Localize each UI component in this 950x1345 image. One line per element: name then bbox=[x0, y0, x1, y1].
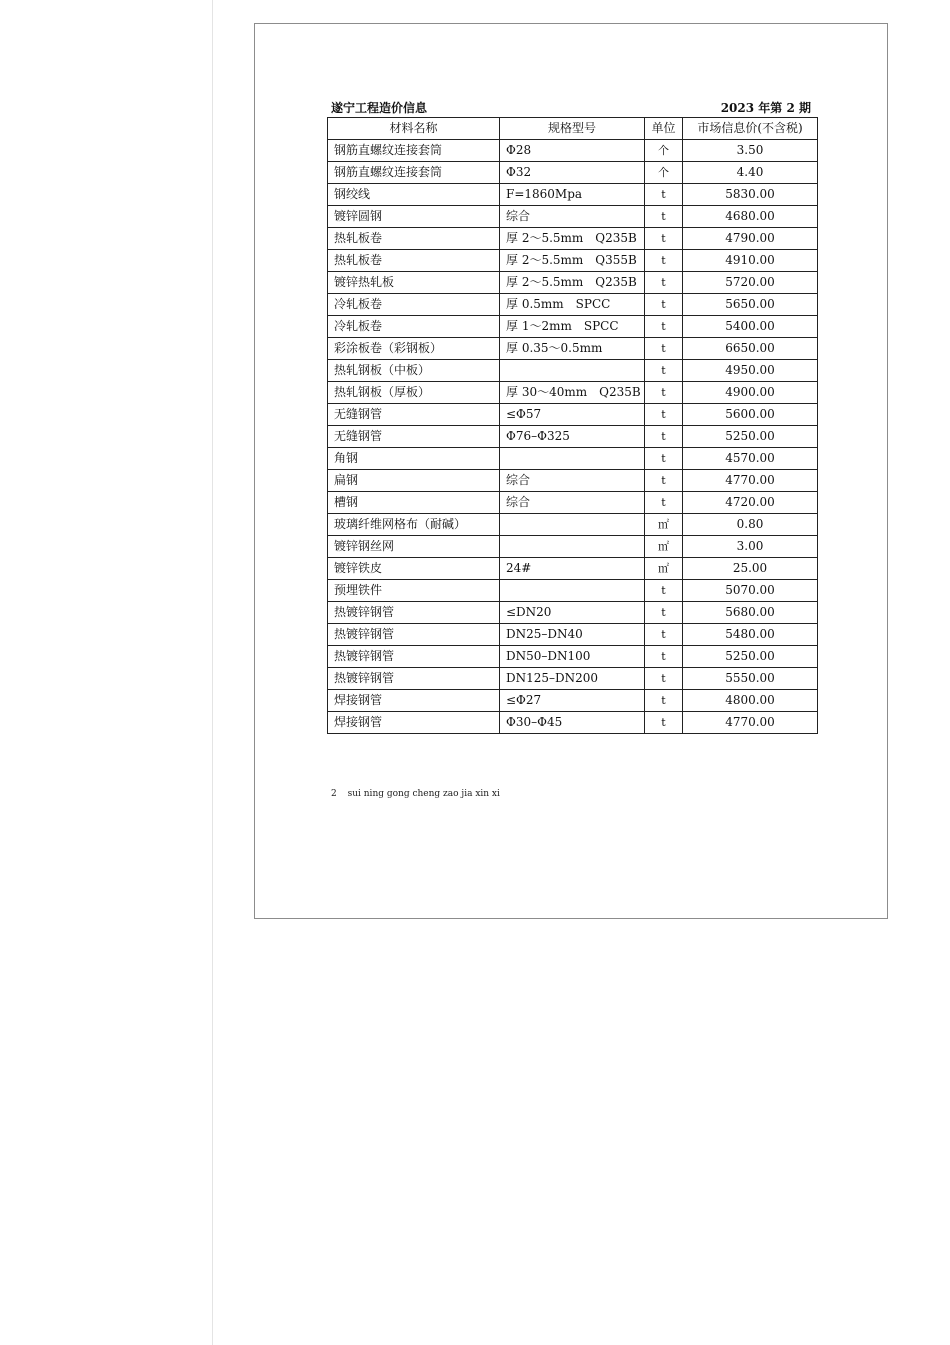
cell-unit: t bbox=[645, 316, 683, 338]
price-table bbox=[327, 117, 818, 734]
cell-spec-model: 厚 2～5.5mm Q355B bbox=[500, 250, 645, 272]
cell-price: 25.00 bbox=[683, 558, 818, 580]
cell-spec-model bbox=[500, 580, 645, 602]
footer-pinyin-title: sui ning gong cheng zao jia xin xi bbox=[347, 789, 500, 799]
cell-price: 5720.00 bbox=[683, 272, 818, 294]
table-row bbox=[328, 228, 818, 250]
cell-unit: t bbox=[645, 228, 683, 250]
cell-unit: t bbox=[645, 250, 683, 272]
cell-spec-model: 厚 1～2mm SPCC bbox=[500, 316, 645, 338]
cell-spec-model: 厚 0.35～0.5mm bbox=[500, 338, 645, 360]
cell-material-name: 镀锌热轧板 bbox=[328, 272, 500, 294]
cell-spec-model bbox=[500, 536, 645, 558]
cell-spec-model bbox=[500, 514, 645, 536]
cell-unit: t bbox=[645, 690, 683, 712]
cell-material-name: 热镀锌钢管 bbox=[328, 602, 500, 624]
table-row bbox=[328, 712, 818, 734]
cell-material-name: 玻璃纤维网格布（耐碱） bbox=[328, 514, 500, 536]
cell-unit: t bbox=[645, 206, 683, 228]
table-row bbox=[328, 448, 818, 470]
document-page bbox=[254, 23, 888, 919]
cell-price: 5070.00 bbox=[683, 580, 818, 602]
cell-material-name: 热轧板卷 bbox=[328, 228, 500, 250]
cell-unit: t bbox=[645, 492, 683, 514]
cell-unit: t bbox=[645, 426, 683, 448]
cell-spec-model: DN50–DN100 bbox=[500, 646, 645, 668]
cell-spec-model: 综合 bbox=[500, 492, 645, 514]
publication-title: 遂宁工程造价信息 bbox=[331, 101, 428, 115]
cell-material-name: 热镀锌钢管 bbox=[328, 668, 500, 690]
cell-price: 5480.00 bbox=[683, 624, 818, 646]
cell-price: 6650.00 bbox=[683, 338, 818, 360]
table-row bbox=[328, 404, 818, 426]
cell-unit: t bbox=[645, 712, 683, 734]
table-header-row bbox=[328, 118, 818, 140]
table-row bbox=[328, 514, 818, 536]
cell-material-name: 冷轧板卷 bbox=[328, 294, 500, 316]
cell-spec-model: Φ28 bbox=[500, 140, 645, 162]
table-row bbox=[328, 294, 818, 316]
cell-material-name: 镀锌圆钢 bbox=[328, 206, 500, 228]
cell-unit: 个 bbox=[645, 140, 683, 162]
cell-price: 4570.00 bbox=[683, 448, 818, 470]
cell-price: 4680.00 bbox=[683, 206, 818, 228]
cell-spec-model: 厚 2～5.5mm Q235B bbox=[500, 272, 645, 294]
cell-spec-model: 24# bbox=[500, 558, 645, 580]
cell-material-name: 镀锌钢丝网 bbox=[328, 536, 500, 558]
cell-unit: t bbox=[645, 294, 683, 316]
table-row bbox=[328, 602, 818, 624]
table-row bbox=[328, 382, 818, 404]
cell-price: 5550.00 bbox=[683, 668, 818, 690]
cell-unit: t bbox=[645, 646, 683, 668]
table-row bbox=[328, 668, 818, 690]
cell-unit: t bbox=[645, 360, 683, 382]
column-header-material: 材料名称 bbox=[328, 118, 500, 140]
cell-price: 5250.00 bbox=[683, 426, 818, 448]
issue-number: 2023 年第 2 期 bbox=[720, 101, 811, 115]
table-row bbox=[328, 316, 818, 338]
column-header-unit: 单位 bbox=[645, 118, 683, 140]
cell-spec-model: 综合 bbox=[500, 206, 645, 228]
table-row bbox=[328, 360, 818, 382]
cell-unit: 个 bbox=[645, 162, 683, 184]
cell-material-name: 焊接钢管 bbox=[328, 712, 500, 734]
cell-unit: t bbox=[645, 338, 683, 360]
cell-unit: t bbox=[645, 580, 683, 602]
cell-unit: t bbox=[645, 382, 683, 404]
cell-material-name: 热轧钢板（中板） bbox=[328, 360, 500, 382]
cell-unit: t bbox=[645, 184, 683, 206]
cell-material-name: 热轧板卷 bbox=[328, 250, 500, 272]
cell-price: 5600.00 bbox=[683, 404, 818, 426]
cell-material-name: 角钢 bbox=[328, 448, 500, 470]
cell-price: 3.50 bbox=[683, 140, 818, 162]
cell-price: 4.40 bbox=[683, 162, 818, 184]
table-row bbox=[328, 338, 818, 360]
page-number: 2 bbox=[331, 789, 337, 799]
cell-spec-model: Φ32 bbox=[500, 162, 645, 184]
table-row bbox=[328, 162, 818, 184]
cell-price: 3.00 bbox=[683, 536, 818, 558]
cell-material-name: 冷轧板卷 bbox=[328, 316, 500, 338]
cell-spec-model: 综合 bbox=[500, 470, 645, 492]
cell-spec-model: DN25–DN40 bbox=[500, 624, 645, 646]
cell-unit: ㎡ bbox=[645, 514, 683, 536]
cell-spec-model: DN125–DN200 bbox=[500, 668, 645, 690]
cell-spec-model: Φ76–Φ325 bbox=[500, 426, 645, 448]
table-row bbox=[328, 646, 818, 668]
sidebar-divider bbox=[212, 0, 213, 1345]
cell-spec-model: ≤Φ57 bbox=[500, 404, 645, 426]
cell-price: 4800.00 bbox=[683, 690, 818, 712]
cell-spec-model bbox=[500, 360, 645, 382]
cell-unit: t bbox=[645, 404, 683, 426]
table-row bbox=[328, 580, 818, 602]
cell-price: 5680.00 bbox=[683, 602, 818, 624]
cell-material-name: 无缝钢管 bbox=[328, 426, 500, 448]
cell-unit: t bbox=[645, 272, 683, 294]
cell-price: 5830.00 bbox=[683, 184, 818, 206]
cell-price: 4770.00 bbox=[683, 470, 818, 492]
table-row bbox=[328, 272, 818, 294]
cell-material-name: 热轧钢板（厚板） bbox=[328, 382, 500, 404]
cell-unit: t bbox=[645, 470, 683, 492]
table-row bbox=[328, 690, 818, 712]
page-header bbox=[331, 99, 811, 117]
cell-material-name: 预埋铁件 bbox=[328, 580, 500, 602]
table-row bbox=[328, 492, 818, 514]
cell-price: 4790.00 bbox=[683, 228, 818, 250]
table-row bbox=[328, 206, 818, 228]
cell-price: 4950.00 bbox=[683, 360, 818, 382]
cell-price: 5400.00 bbox=[683, 316, 818, 338]
cell-price: 5250.00 bbox=[683, 646, 818, 668]
cell-spec-model: 厚 30～40mm Q235B bbox=[500, 382, 645, 404]
cell-material-name: 钢绞线 bbox=[328, 184, 500, 206]
cell-material-name: 镀锌铁皮 bbox=[328, 558, 500, 580]
column-header-spec: 规格型号 bbox=[500, 118, 645, 140]
cell-price: 5650.00 bbox=[683, 294, 818, 316]
cell-material-name: 彩涂板卷（彩钢板） bbox=[328, 338, 500, 360]
table-row bbox=[328, 140, 818, 162]
cell-price: 4720.00 bbox=[683, 492, 818, 514]
cell-spec-model: 厚 2～5.5mm Q235B bbox=[500, 228, 645, 250]
cell-unit: t bbox=[645, 602, 683, 624]
table-row bbox=[328, 624, 818, 646]
cell-spec-model: F=1860Mpa bbox=[500, 184, 645, 206]
table-body bbox=[328, 140, 818, 734]
table-row bbox=[328, 558, 818, 580]
cell-spec-model: ≤DN20 bbox=[500, 602, 645, 624]
table-row bbox=[328, 470, 818, 492]
cell-unit: t bbox=[645, 624, 683, 646]
table-row bbox=[328, 536, 818, 558]
cell-price: 0.80 bbox=[683, 514, 818, 536]
page-footer bbox=[331, 789, 500, 799]
cell-price: 4770.00 bbox=[683, 712, 818, 734]
cell-price: 4900.00 bbox=[683, 382, 818, 404]
cell-material-name: 热镀锌钢管 bbox=[328, 646, 500, 668]
cell-material-name: 钢筋直螺纹连接套筒 bbox=[328, 162, 500, 184]
cell-unit: t bbox=[645, 448, 683, 470]
cell-unit: ㎡ bbox=[645, 558, 683, 580]
cell-material-name: 钢筋直螺纹连接套筒 bbox=[328, 140, 500, 162]
cell-material-name: 槽钢 bbox=[328, 492, 500, 514]
cell-material-name: 扁钢 bbox=[328, 470, 500, 492]
column-header-price: 市场信息价(不含税) bbox=[683, 118, 818, 140]
table-row bbox=[328, 250, 818, 272]
cell-unit: t bbox=[645, 668, 683, 690]
cell-price: 4910.00 bbox=[683, 250, 818, 272]
table-row bbox=[328, 184, 818, 206]
cell-material-name: 热镀锌钢管 bbox=[328, 624, 500, 646]
cell-unit: ㎡ bbox=[645, 536, 683, 558]
cell-spec-model: Φ30–Φ45 bbox=[500, 712, 645, 734]
cell-spec-model bbox=[500, 448, 645, 470]
cell-material-name: 焊接钢管 bbox=[328, 690, 500, 712]
table-row bbox=[328, 426, 818, 448]
cell-material-name: 无缝钢管 bbox=[328, 404, 500, 426]
cell-spec-model: ≤Φ27 bbox=[500, 690, 645, 712]
cell-spec-model: 厚 0.5mm SPCC bbox=[500, 294, 645, 316]
